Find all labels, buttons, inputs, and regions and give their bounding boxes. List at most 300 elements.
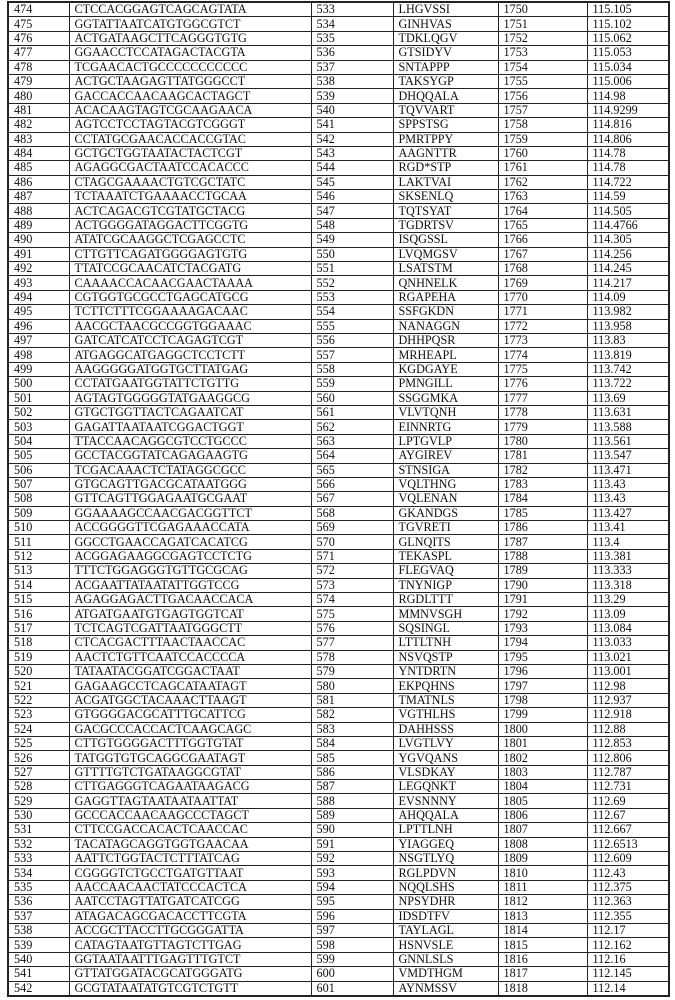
table-row [8,276,669,290]
row-index-cell: 502 [8,405,69,419]
peptide-sequence-cell: NANAGGN [393,319,498,333]
score-cell: 113.381 [587,549,669,563]
rank-cell: 1755 [498,74,587,88]
table-row [8,31,669,45]
rank-cell: 1812 [498,895,587,909]
table-row [8,233,669,247]
table-row [8,362,669,376]
peptide-index-cell: 546 [311,190,393,204]
dna-sequence-cell: CTCCACGGAGTCAGCAGTATA [69,2,311,17]
rank-cell: 1808 [498,837,587,851]
peptide-index-cell: 566 [311,477,393,491]
row-index-cell: 490 [8,233,69,247]
row-index-cell: 485 [8,161,69,175]
rank-cell: 1815 [498,938,587,952]
peptide-index-cell: 564 [311,449,393,463]
score-cell: 115.062 [587,31,669,45]
peptide-sequence-cell: TGDRTSV [393,218,498,232]
table-row [8,405,669,419]
peptide-index-cell: 587 [311,780,393,794]
dna-sequence-cell: GGTATTAATCATGTGGCGTCT [69,17,311,31]
peptide-sequence-cell: RGDLTTT [393,593,498,607]
row-index-cell: 516 [8,607,69,621]
rank-cell: 1754 [498,60,587,74]
table-row [8,880,669,894]
peptide-index-cell: 591 [311,837,393,851]
table-row [8,521,669,535]
table-row [8,535,669,549]
row-index-cell: 496 [8,319,69,333]
peptide-index-cell: 592 [311,852,393,866]
row-index-cell: 508 [8,492,69,506]
dna-sequence-cell: GCTGCTGGTAATACTACTCGT [69,146,311,160]
rank-cell: 1769 [498,276,587,290]
rank-cell: 1763 [498,190,587,204]
rank-cell: 1813 [498,909,587,923]
score-cell: 114.816 [587,118,669,132]
rank-cell: 1756 [498,89,587,103]
row-index-cell: 506 [8,463,69,477]
table-row [8,664,669,678]
score-cell: 112.609 [587,852,669,866]
score-cell: 112.363 [587,895,669,909]
score-cell: 112.853 [587,736,669,750]
peptide-index-cell: 551 [311,262,393,276]
peptide-index-cell: 580 [311,679,393,693]
table-row [8,175,669,189]
peptide-index-cell: 540 [311,103,393,117]
dna-sequence-cell: ACCGCTTACCTTGCGGGATTA [69,924,311,938]
peptide-sequence-cell: DHQQALA [393,89,498,103]
peptide-sequence-cell: TQVVART [393,103,498,117]
rank-cell: 1789 [498,564,587,578]
score-cell: 112.355 [587,909,669,923]
peptide-sequence-cell: SPPSTSG [393,118,498,132]
dna-sequence-cell: AGAGGCGACTAATCCACACCC [69,161,311,175]
row-index-cell: 535 [8,880,69,894]
table-row [8,2,669,17]
row-index-cell: 536 [8,895,69,909]
peptide-sequence-cell: SNTAPPP [393,60,498,74]
dna-sequence-cell: CCTATGCGAACACCACCGTAC [69,132,311,146]
row-index-cell: 493 [8,276,69,290]
peptide-index-cell: 568 [311,506,393,520]
dna-sequence-cell: TCTCAGTCGATTAATGGGCTT [69,621,311,635]
table-row [8,333,669,347]
row-index-cell: 524 [8,722,69,736]
peptide-sequence-cell: TGVRETI [393,521,498,535]
score-cell: 113.958 [587,319,669,333]
peptide-sequence-cell: TDKLQGV [393,31,498,45]
rank-cell: 1767 [498,247,587,261]
row-index-cell: 483 [8,132,69,146]
peptide-index-cell: 601 [311,981,393,996]
dna-sequence-cell: GGTAATAATTTGAGTTTGTCT [69,952,311,966]
table-row [8,607,669,621]
peptide-sequence-cell: TMATNLS [393,693,498,707]
score-cell: 113.021 [587,650,669,664]
row-index-cell: 529 [8,794,69,808]
table-row [8,722,669,736]
peptide-index-cell: 577 [311,636,393,650]
table-row [8,506,669,520]
peptide-sequence-cell: SSGGMKA [393,391,498,405]
score-cell: 115.105 [587,2,669,17]
score-cell: 114.9299 [587,103,669,117]
sequence-data-table [7,1,670,997]
peptide-index-cell: 589 [311,808,393,822]
row-index-cell: 480 [8,89,69,103]
score-cell: 113.43 [587,477,669,491]
score-cell: 113.43 [587,492,669,506]
row-index-cell: 484 [8,146,69,160]
rank-cell: 1810 [498,866,587,880]
peptide-index-cell: 536 [311,46,393,60]
row-index-cell: 541 [8,967,69,981]
table-row [8,636,669,650]
peptide-sequence-cell: TAKSYGP [393,74,498,88]
score-cell: 114.59 [587,190,669,204]
row-index-cell: 534 [8,866,69,880]
table-row [8,823,669,837]
dna-sequence-cell: TCTTCTTTCGGAAAAGACAAC [69,305,311,319]
rank-cell: 1757 [498,103,587,117]
table-row [8,118,669,132]
table-row [8,924,669,938]
row-index-cell: 479 [8,74,69,88]
rank-cell: 1768 [498,262,587,276]
table-row [8,17,669,31]
score-cell: 114.4766 [587,218,669,232]
rank-cell: 1760 [498,146,587,160]
rank-cell: 1792 [498,607,587,621]
peptide-sequence-cell: DAHHSSS [393,722,498,736]
dna-sequence-cell: GAGAAGCCTCAGCATAATAGT [69,679,311,693]
dna-sequence-cell: CTCACGACTTTAACTAACCAC [69,636,311,650]
peptide-sequence-cell: AHQQALA [393,808,498,822]
row-index-cell: 487 [8,190,69,204]
peptide-sequence-cell: YNTDRTN [393,664,498,678]
table-row [8,621,669,635]
score-cell: 112.667 [587,823,669,837]
dna-sequence-cell: GACCACCAACAAGCACTAGCT [69,89,311,103]
dna-sequence-cell: AGTAGTGGGGGTATGAAGGCG [69,391,311,405]
table-row [8,736,669,750]
score-cell: 114.722 [587,175,669,189]
dna-sequence-cell: TTATCCGCAACATCTACGATG [69,262,311,276]
rank-cell: 1816 [498,952,587,966]
peptide-sequence-cell: GTSIDYV [393,46,498,60]
peptide-index-cell: 598 [311,938,393,952]
rank-cell: 1807 [498,823,587,837]
table-row [8,46,669,60]
score-cell: 113.69 [587,391,669,405]
peptide-index-cell: 567 [311,492,393,506]
row-index-cell: 492 [8,262,69,276]
table-row [8,60,669,74]
peptide-index-cell: 597 [311,924,393,938]
rank-cell: 1809 [498,852,587,866]
row-index-cell: 525 [8,736,69,750]
peptide-index-cell: 571 [311,549,393,563]
dna-sequence-cell: TATGGTGTGCAGGCGAATAGT [69,751,311,765]
dna-sequence-cell: ACTCAGACGTCGTATGCTACG [69,204,311,218]
table-row [8,218,669,232]
peptide-sequence-cell: LPTTLNH [393,823,498,837]
rank-cell: 1751 [498,17,587,31]
rank-cell: 1806 [498,808,587,822]
score-cell: 113.318 [587,578,669,592]
rank-cell: 1778 [498,405,587,419]
rank-cell: 1814 [498,924,587,938]
score-cell: 113.561 [587,434,669,448]
score-cell: 113.41 [587,521,669,535]
row-index-cell: 495 [8,305,69,319]
row-index-cell: 523 [8,708,69,722]
table-row [8,319,669,333]
dna-sequence-cell: TCGAACACTGCCCCCCCCCCC [69,60,311,74]
row-index-cell: 500 [8,377,69,391]
score-cell: 113.742 [587,362,669,376]
peptide-index-cell: 545 [311,175,393,189]
rank-cell: 1765 [498,218,587,232]
peptide-index-cell: 565 [311,463,393,477]
score-cell: 113.084 [587,621,669,635]
row-index-cell: 533 [8,852,69,866]
dna-sequence-cell: GTGCTGGTTACTCAGAATCAT [69,405,311,419]
peptide-sequence-cell: AYNMSSV [393,981,498,996]
peptide-index-cell: 548 [311,218,393,232]
peptide-sequence-cell: SSFGKDN [393,305,498,319]
peptide-index-cell: 556 [311,333,393,347]
row-index-cell: 520 [8,664,69,678]
rank-cell: 1779 [498,420,587,434]
peptide-sequence-cell: YIAGGEQ [393,837,498,851]
peptide-index-cell: 572 [311,564,393,578]
dna-sequence-cell: CTTGTGGGGACTTTGGTGTAT [69,736,311,750]
dna-sequence-cell: GGCCTGAACCAGATCACATCG [69,535,311,549]
table-row [8,161,669,175]
row-index-cell: 505 [8,449,69,463]
dna-sequence-cell: AACCAACAACTATCCCACTCA [69,880,311,894]
table-row [8,132,669,146]
peptide-sequence-cell: GNNLSLS [393,952,498,966]
peptide-index-cell: 538 [311,74,393,88]
peptide-index-cell: 550 [311,247,393,261]
table-row [8,204,669,218]
peptide-sequence-cell: RGD*STP [393,161,498,175]
peptide-sequence-cell: EINNRTG [393,420,498,434]
table-row [8,290,669,304]
peptide-sequence-cell: QNHNELK [393,276,498,290]
score-cell: 113.001 [587,664,669,678]
peptide-index-cell: 541 [311,118,393,132]
dna-sequence-cell: ATGATGAATGTGAGTGGTCAT [69,607,311,621]
dna-sequence-cell: GATCATCATCCTCAGAGTCGT [69,333,311,347]
dna-sequence-cell: AACGCTAACGCCGGTGGAAAC [69,319,311,333]
peptide-index-cell: 533 [311,2,393,17]
row-index-cell: 475 [8,17,69,31]
dna-sequence-cell: GAGATTAATAATCGGACTGGT [69,420,311,434]
peptide-index-cell: 559 [311,377,393,391]
table-row [8,89,669,103]
peptide-index-cell: 578 [311,650,393,664]
peptide-index-cell: 588 [311,794,393,808]
peptide-index-cell: 581 [311,693,393,707]
table-row [8,794,669,808]
peptide-sequence-cell: RGLPDVN [393,866,498,880]
dna-sequence-cell: CCTATGAATGGTATTCTGTTG [69,377,311,391]
peptide-sequence-cell: LVQMGSV [393,247,498,261]
peptide-sequence-cell: NPSYDHR [393,895,498,909]
peptide-sequence-cell: ISQGSSL [393,233,498,247]
row-index-cell: 489 [8,218,69,232]
dna-sequence-cell: ACTGGGGATAGGACTTCGGTG [69,218,311,232]
rank-cell: 1782 [498,463,587,477]
score-cell: 113.631 [587,405,669,419]
row-index-cell: 513 [8,564,69,578]
peptide-index-cell: 552 [311,276,393,290]
peptide-sequence-cell: GKANDGS [393,506,498,520]
peptide-sequence-cell: YGVQANS [393,751,498,765]
row-index-cell: 491 [8,247,69,261]
rank-cell: 1780 [498,434,587,448]
peptide-index-cell: 596 [311,909,393,923]
peptide-index-cell: 594 [311,880,393,894]
dna-sequence-cell: GCCCACCAACAAGCCCTAGCT [69,808,311,822]
dna-sequence-cell: TATAATACGGATCGGACTAAT [69,664,311,678]
dna-sequence-cell: GAGGTTAGTAATAATAATTAT [69,794,311,808]
peptide-sequence-cell: RGAPEHA [393,290,498,304]
peptide-sequence-cell: DHHPQSR [393,333,498,347]
peptide-sequence-cell: PMRTPPY [393,132,498,146]
dna-sequence-cell: ACACAAGTAGTCGCAAGAACA [69,103,311,117]
peptide-index-cell: 542 [311,132,393,146]
dna-sequence-cell: GTTTTGTCTGATAAGGCGTAT [69,765,311,779]
table-row [8,693,669,707]
table-row [8,780,669,794]
row-index-cell: 477 [8,46,69,60]
dna-sequence-cell: TTACCAACAGGCGTCCTGCCC [69,434,311,448]
table-row [8,190,669,204]
score-cell: 113.333 [587,564,669,578]
row-index-cell: 532 [8,837,69,851]
row-index-cell: 476 [8,31,69,45]
peptide-sequence-cell: VQLTHNG [393,477,498,491]
table-row [8,146,669,160]
score-cell: 112.806 [587,751,669,765]
dna-sequence-cell: ATATCGCAAGGCTCGAGCCTC [69,233,311,247]
table-row [8,866,669,880]
table-row [8,708,669,722]
peptide-sequence-cell: MRHEAPL [393,348,498,362]
rank-cell: 1759 [498,132,587,146]
peptide-sequence-cell: TNYNIGP [393,578,498,592]
peptide-index-cell: 554 [311,305,393,319]
score-cell: 113.722 [587,377,669,391]
peptide-sequence-cell: TEKASPL [393,549,498,563]
rank-cell: 1797 [498,679,587,693]
score-cell: 114.98 [587,89,669,103]
rank-cell: 1758 [498,118,587,132]
rank-cell: 1804 [498,780,587,794]
dna-sequence-cell: ACGGAGAAGGCGAGTCCTCTG [69,549,311,563]
table-row [8,837,669,851]
peptide-sequence-cell: LHGVSSI [393,2,498,17]
row-index-cell: 530 [8,808,69,822]
dna-sequence-cell: ACGATGGCTACAAACTTAAGT [69,693,311,707]
score-cell: 112.375 [587,880,669,894]
dna-sequence-cell: ACGAATTATAATATTGGTCCG [69,578,311,592]
table-row [8,391,669,405]
peptide-index-cell: 595 [311,895,393,909]
rank-cell: 1786 [498,521,587,535]
dna-sequence-cell: ATAGACAGCGACACCTTCGTA [69,909,311,923]
table-row [8,492,669,506]
row-index-cell: 512 [8,549,69,563]
score-cell: 114.78 [587,161,669,175]
score-cell: 112.6513 [587,837,669,851]
score-cell: 114.217 [587,276,669,290]
dna-sequence-cell: AGAGGAGACTTGACAACCACA [69,593,311,607]
peptide-sequence-cell: PMNGILL [393,377,498,391]
score-cell: 112.937 [587,693,669,707]
peptide-index-cell: 586 [311,765,393,779]
rank-cell: 1803 [498,765,587,779]
score-cell: 113.819 [587,348,669,362]
score-cell: 112.918 [587,708,669,722]
dna-sequence-cell: AATTCTGGTACTCTTTATCAG [69,852,311,866]
rank-cell: 1794 [498,636,587,650]
peptide-sequence-cell: NQQLSHS [393,880,498,894]
peptide-sequence-cell: VLVTQNH [393,405,498,419]
peptide-index-cell: 544 [311,161,393,175]
rank-cell: 1776 [498,377,587,391]
dna-sequence-cell: GGAACCTCCATAGACTACGTA [69,46,311,60]
score-cell: 112.98 [587,679,669,693]
peptide-index-cell: 600 [311,967,393,981]
row-index-cell: 522 [8,693,69,707]
table-row [8,74,669,88]
score-cell: 114.245 [587,262,669,276]
rank-cell: 1777 [498,391,587,405]
peptide-sequence-cell: HSNVSLE [393,938,498,952]
dna-sequence-cell: CGTGGTGCGCCTGAGCATGCG [69,290,311,304]
row-index-cell: 521 [8,679,69,693]
table-row [8,434,669,448]
row-index-cell: 528 [8,780,69,794]
peptide-sequence-cell: TAYLAGL [393,924,498,938]
rank-cell: 1787 [498,535,587,549]
row-index-cell: 486 [8,175,69,189]
peptide-index-cell: 573 [311,578,393,592]
peptide-sequence-cell: KGDGAYE [393,362,498,376]
peptide-sequence-cell: LTTLTNH [393,636,498,650]
peptide-index-cell: 535 [311,31,393,45]
peptide-sequence-cell: NSGTLYQ [393,852,498,866]
rank-cell: 1788 [498,549,587,563]
score-cell: 112.88 [587,722,669,736]
peptide-index-cell: 537 [311,60,393,74]
peptide-sequence-cell: AYGIREV [393,449,498,463]
rank-cell: 1790 [498,578,587,592]
row-index-cell: 504 [8,434,69,448]
peptide-index-cell: 558 [311,362,393,376]
dna-sequence-cell: ATGAGGCATGAGGCTCCTCTT [69,348,311,362]
dna-sequence-cell: CAAAACCACAACGAACTAAAA [69,276,311,290]
dna-sequence-cell: CTTGAGGGTCAGAATAAGACG [69,780,311,794]
rank-cell: 1805 [498,794,587,808]
